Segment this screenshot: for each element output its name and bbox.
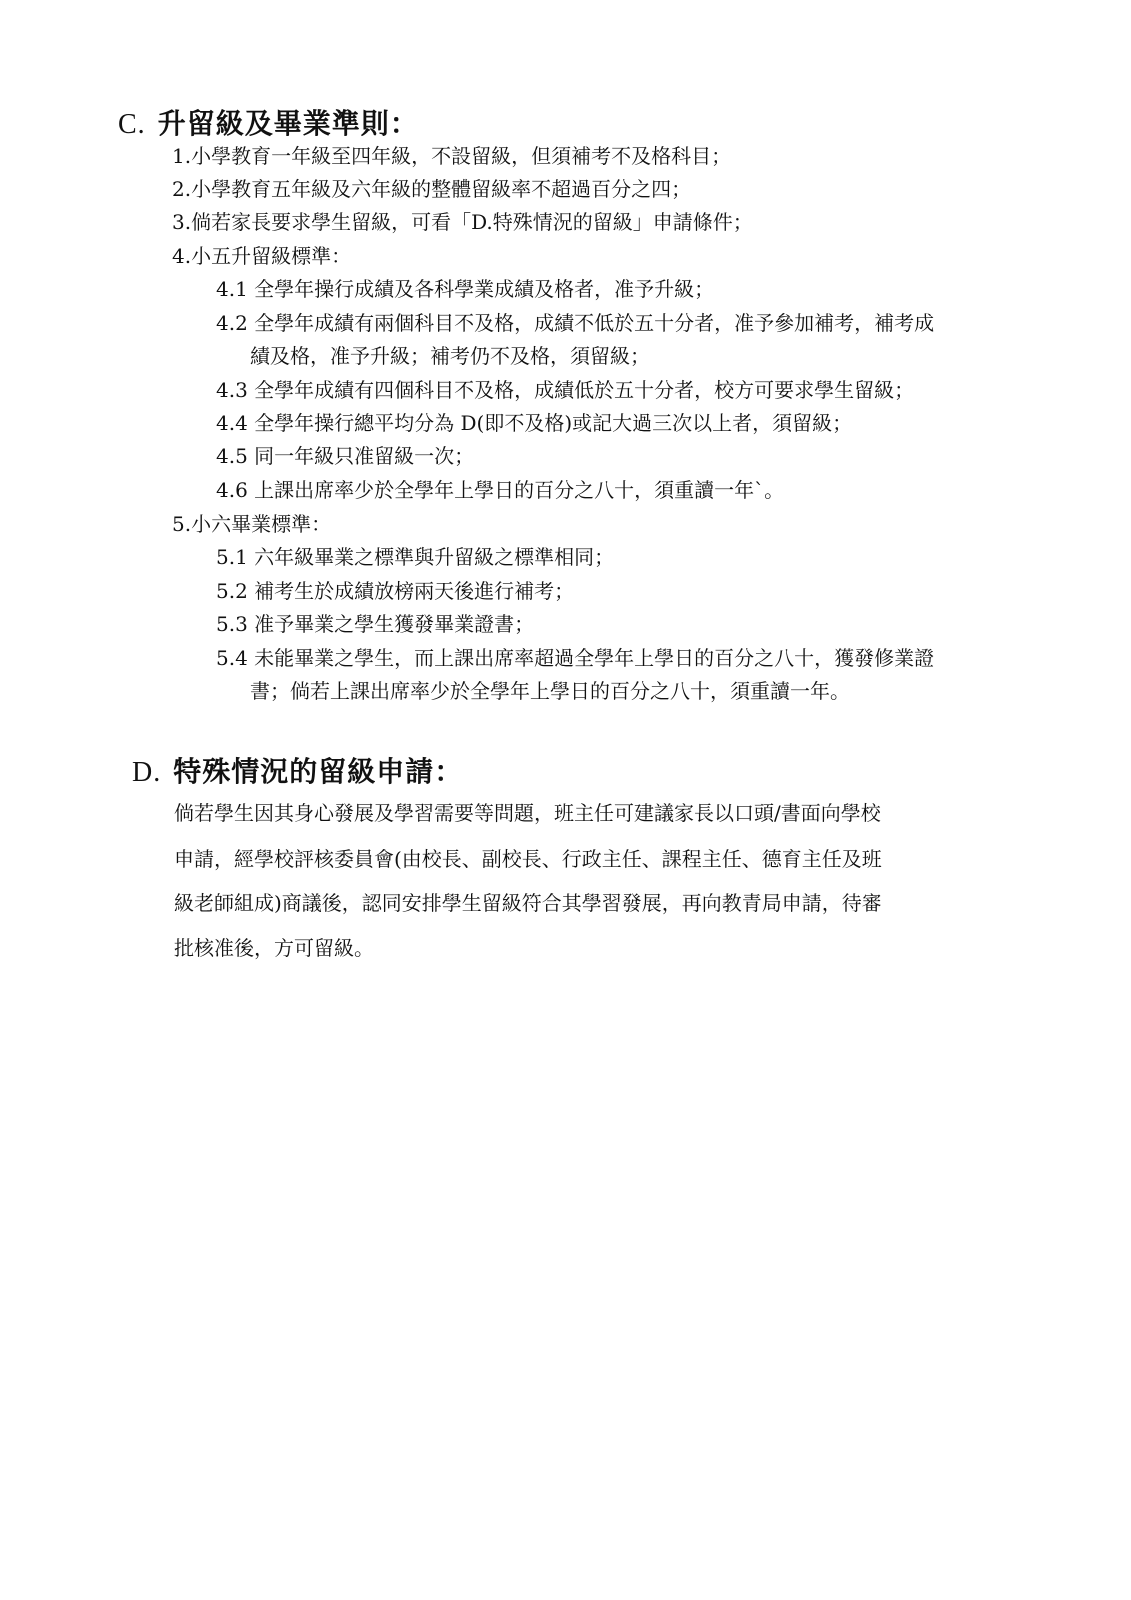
d-paragraph-line-3: 級老師組成)商議後，認同安排學生留級符合其學習發展，再向教青局申請，待審 <box>174 891 882 915</box>
c-item-4-4: 4.4 全學年操行總平均分為 D(即不及格)或記大過三次以上者，須留級； <box>216 411 853 435</box>
c-item-4-3: 4.3 全學年成績有四個科目不及格，成績低於五十分者，校方可要求學生留級； <box>216 378 915 402</box>
section-d-heading <box>132 750 463 790</box>
c-item-5-1: 5.1 六年級畢業之標準與升留級之標準相同； <box>216 545 615 569</box>
c-item-4-6: 4.6 上課出席率少於全學年上學日的百分之八十，須重讀一年`。 <box>216 478 785 502</box>
c-item-4-5: 4.5 同一年級只准留級一次； <box>216 444 475 468</box>
section-d-label: D. <box>132 757 162 788</box>
c-item-1: 1.小學教育一年級至四年級，不設留級，但須補考不及格科目； <box>172 144 732 168</box>
d-paragraph-line-2: 申請，經學校評核委員會(由校長、副校長、行政主任、課程主任、德育主任及班 <box>174 847 882 871</box>
c-item-3: 3.倘若家長要求學生留級，可看「D.特殊情況的留級」申請條件； <box>172 210 753 234</box>
c-item-5-4: 5.4 未能畢業之學生，而上課出席率超過全學年上學日的百分之八十，獲發修業證 <box>216 646 935 670</box>
section-c-title: 升留級及畢業準則： <box>157 107 419 140</box>
c-item-5-4-cont: 書；倘若上課出席率少於全學年上學日的百分之八十，須重讀一年。 <box>250 679 850 703</box>
d-paragraph-line-1: 倘若學生因其身心發展及學習需要等問題，班主任可建議家長以口頭/書面向學校 <box>174 801 881 825</box>
c-item-2: 2.小學教育五年級及六年級的整體留級率不超過百分之四； <box>172 177 692 201</box>
c-item-4-2: 4.2 全學年成績有兩個科目不及格，成績不低於五十分者，准予參加補考，補考成 <box>216 311 935 335</box>
section-c-label: C. <box>118 109 146 140</box>
c-item-5: 5.小六畢業標準： <box>172 512 332 536</box>
c-item-4: 4.小五升留級標準： <box>172 244 352 268</box>
c-item-5-3: 5.3 准予畢業之學生獲發畢業證書； <box>216 612 535 636</box>
c-item-4-1: 4.1 全學年操行成績及各科學業成績及格者，准予升級； <box>216 277 715 301</box>
c-item-5-2: 5.2 補考生於成績放榜兩天後進行補考； <box>216 579 575 603</box>
c-item-4-2-cont: 績及格，准予升級；補考仍不及格，須留級； <box>250 344 650 368</box>
section-d-title: 特殊情況的留級申請： <box>173 755 464 788</box>
section-c-heading <box>118 102 419 142</box>
d-paragraph-line-4: 批核准後，方可留級。 <box>174 936 374 960</box>
